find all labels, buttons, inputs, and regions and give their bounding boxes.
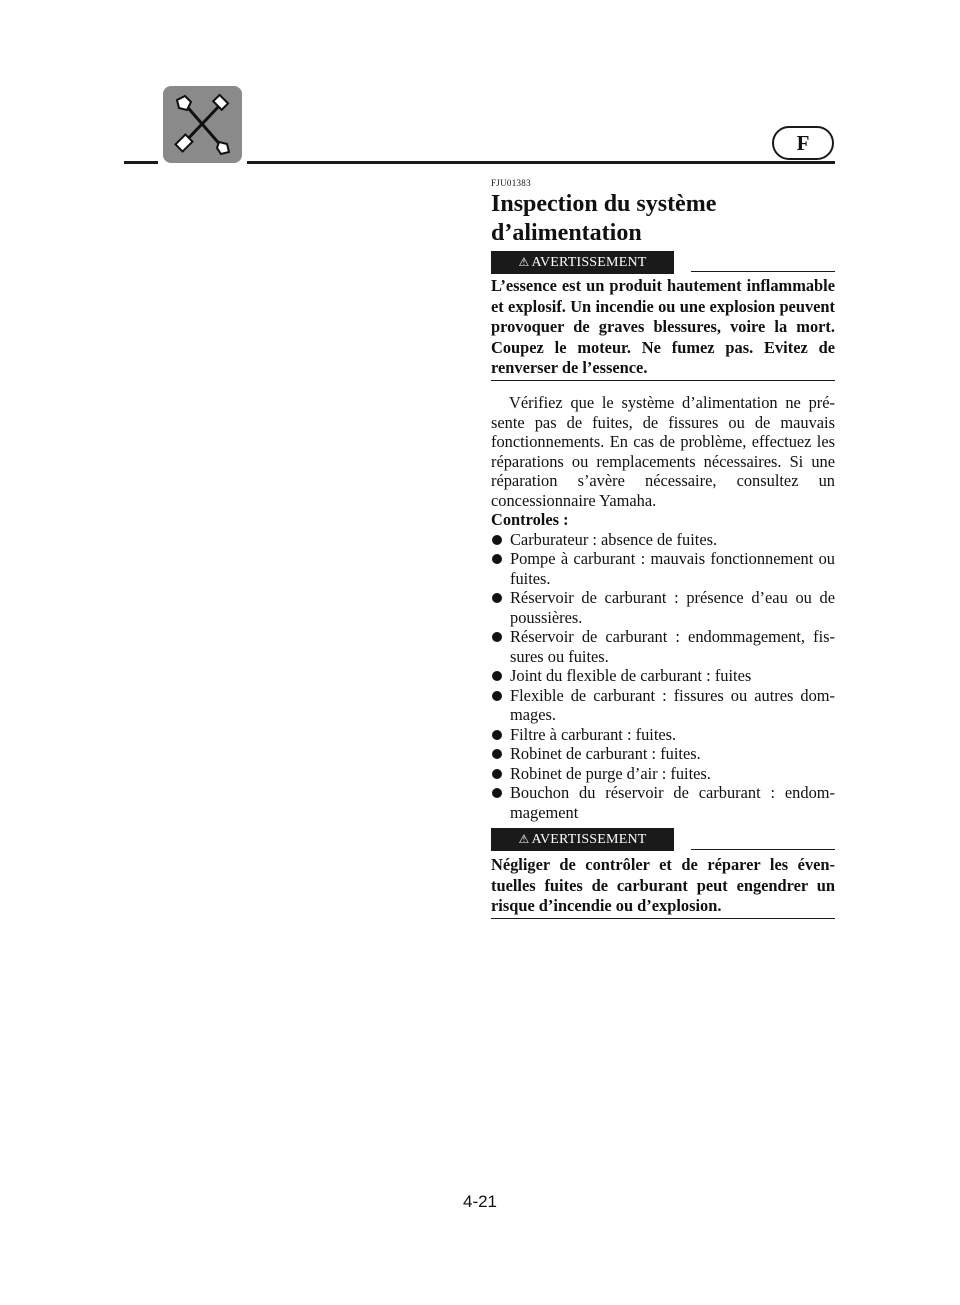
list-item: Filtre à carburant : fuites. [491,725,835,745]
warning-text-2: Négliger de contrôler et de réparer les éventuelles fuites de carburant peut engendrer un risque d’incendie ou d’explosion. [491,855,835,915]
tools-icon [163,86,242,163]
header-rule-right [247,161,835,164]
bullet-icon [492,593,502,603]
body-paragraph: Vérifiez que le système d’alimentation ne présente pas de fuites, de fissures ou de mauvais fonctionnements. En cas de problème, effectuez les réparations ou remplacements nécessaires. Si une réparation s’avère nécessaire, consultez un concessionnaire Yamaha. [491,393,835,510]
controls-list [491,530,835,823]
warning-triangle-icon: ⚠ [518,832,530,846]
section-title-line2: d’alimentation [491,220,642,246]
list-item: Réservoir de carburant : présence d’eau ou de poussières. [491,588,835,627]
warning-header-rule-1 [691,271,835,272]
section-code: FJU01383 [491,178,531,188]
page-number: 4-21 [462,1192,498,1211]
bullet-icon [492,535,502,545]
bullet-icon [492,788,502,798]
warning-label-text-2: AVERTISSEMENT [531,832,647,847]
section-title [491,190,835,248]
bullet-icon [492,730,502,740]
list-item: Bouchon du réservoir de carburant : endommagement [491,783,835,822]
warning-label-2 [491,828,674,851]
language-badge: F [772,126,834,160]
controls-heading: Controles : [491,510,569,529]
bullet-icon [492,769,502,779]
list-item: Joint du flexible de carburant : fuites [491,666,835,686]
bullet-icon [492,691,502,701]
list-item: Pompe à carburant : mauvais fonctionnement ou fuites. [491,549,835,588]
list-item: Robinet de purge d’air : fuites. [491,764,835,784]
bullet-icon [492,554,502,564]
warning-header-rule-2 [691,849,835,850]
list-item: Réservoir de carburant : endommagement, fissures ou fuites. [491,627,835,666]
warning-label-text-1: AVERTISSEMENT [531,255,647,270]
list-item: Flexible de carburant : fissures ou autres dommages. [491,686,835,725]
warning-bottom-rule-1 [491,380,835,381]
warning-label-1 [491,251,674,274]
header-rule-left [124,161,158,164]
bullet-icon [492,749,502,759]
body-section [491,393,835,822]
section-title-line1: Inspection du système [491,191,717,217]
warning-triangle-icon: ⚠ [518,255,530,269]
bullet-icon [492,671,502,681]
warning-bottom-rule-2 [491,918,835,919]
warning-text-1: L’essence est un produit hautement inflammable et explosif. Un incendie ou une explosion peuvent provoquer de graves blessures, voire la mort. Coupez le moteur. Ne fumez pas. Evitez de renverser de l’essence. [491,276,835,377]
bullet-icon [492,632,502,642]
list-item: Robinet de carburant : fuites. [491,744,835,764]
list-item: Carburateur : absence de fuites. [491,530,835,550]
